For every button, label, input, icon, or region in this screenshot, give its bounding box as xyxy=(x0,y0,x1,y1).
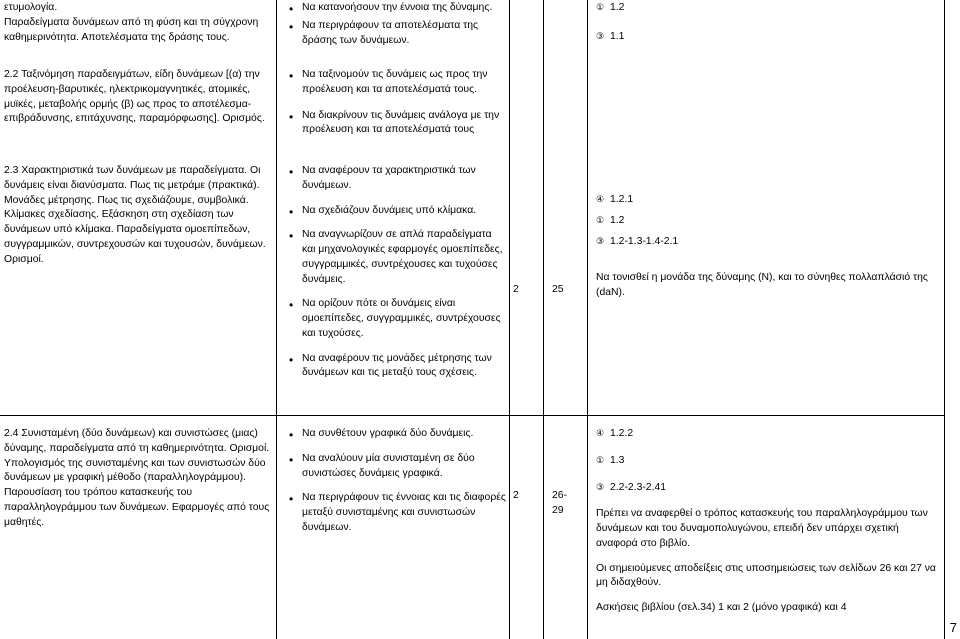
book-reference xyxy=(596,30,936,45)
row3-week: 25 xyxy=(552,284,564,295)
row3-hours: 2 xyxy=(513,284,519,295)
book-reference xyxy=(596,1,936,16)
goal-item: • Να ταξινομούν τις δυνάμεις ως προς την προέλευση και τα αποτελέσματά τους. xyxy=(286,68,506,98)
reference-section: 1.2 xyxy=(610,214,625,226)
book-reference xyxy=(596,427,941,442)
reference-marker: ③ xyxy=(596,30,605,41)
row4-hours: 2 xyxy=(513,490,519,501)
teaching-note: Να τονισθεί η μονάδα της δύναμης (Ν), και το σύνηθες πολλαπλάσιό της (daN). xyxy=(596,272,928,299)
row2-topic-text: 2.2 Ταξινόμηση παραδειγμάτων, είδη δυνάμεων [(α) την προέλευση-βαρυτικές, ηλεκτρικομαγνητικές, ατομικές, μυϊκές, μεταβολής ορμής (β) ως προς το αποτέλεσμα- επιβράδυνσης, επιτάχυνσης, παραμόρφωσης]. Ορισμός. xyxy=(4,69,265,125)
goal-item: • Να σχεδιάζουν δυνάμεις υπό κλίμακα. xyxy=(286,204,506,219)
goal-item: • Να αναφέρουν τις μονάδες μέτρησης των δυνάμεων και τις μεταξύ τους σχέσεις. xyxy=(286,352,506,382)
book-reference xyxy=(596,481,941,496)
row4-topic-text: 2.4 Συνισταμένη (δύο δυνάμεων) και συνιστώσες (μιας) δύναμης, παραδείγματα από τη καθημερινότητα. Ορισμοί. xyxy=(4,428,270,454)
row3-refs-cell xyxy=(596,193,941,301)
teaching-note: Οι σημειούμενες αποδείξεις στις υποσημειώσεις των σελίδων 26 και 27 να μη διδαχθούν. xyxy=(596,562,936,589)
row4-topic-cell xyxy=(4,427,272,530)
reference-marker: ④ xyxy=(596,428,605,438)
reference-marker: ③ xyxy=(596,235,605,246)
page-number: 7 xyxy=(949,619,957,635)
goal-item: • Να περιγράφουν τις έννοιας και τις διαφορές μεταξύ συνισταμένης και συνιστωσών δυνάμεων. xyxy=(286,491,506,535)
goal-item: • Να ορίζουν πότε οι δυνάμεις είναι ομοεπίπεδες, συγγραμμικές, συντρέχουσες και τυχούσες. xyxy=(286,297,506,341)
row2-goals-cell xyxy=(286,68,506,138)
reference-section: 2.2-2.3-2.41 xyxy=(610,481,667,493)
reference-section: 1.2-1.3-1.4-2.1 xyxy=(610,235,679,247)
row4-refs-cell xyxy=(596,427,941,616)
book-reference xyxy=(596,454,941,469)
column-divider-1 xyxy=(276,0,277,639)
goal-item: • Να συνθέτουν γραφικά δύο δυνάμεις. xyxy=(286,427,506,442)
reference-marker: ① xyxy=(596,214,605,225)
row-divider xyxy=(0,415,945,416)
book-reference xyxy=(596,235,941,250)
row4-week: 26- 29 xyxy=(552,490,568,516)
row3-topic-text: 2.3 Χαρακτηριστικά των δυνάμεων με παραδείγματα. Οι δυνάμεις είναι διανύσματα. Πως τις μετράμε (πρακτικά). Μονάδες μέτρησης. Πως τις σχεδιάζουμε, συμβολικά. Κλίμακες σχεδίασης. Εξάσκηση στη σχεδίαση των δυνάμεων υπό κλίμακα. Παραδείγματα ομοεπίπεδων, συγγραμμικών, συντρεχουσών και τυχουσών, δυνάμεων. Ορισμοί. xyxy=(4,165,266,265)
goal-item: • Να περιγράφουν τα αποτελέσματα της δράσης των δυνάμεων. xyxy=(286,19,506,49)
reference-marker: ③ xyxy=(596,481,605,492)
row1-topic-cell xyxy=(4,1,272,45)
row2-topic-cell xyxy=(4,68,272,127)
row1-topic-text: Παραδείγματα δυνάμεων από τη φύση και τη σύγχρονη καθημερινότητα. Αποτελέσματα της δράσης τους. xyxy=(4,16,259,43)
goal-item: • Να αναγνωρίζουν σε απλά παραδείγματα και μηχανολογικές εφαρμογές ομοεπίπεδες, συγγραμμικές, συντρέχουσες και τυχούσες δυνάμεις. xyxy=(286,228,506,287)
teaching-note: Πρέπει να αναφερθεί ο τρόπος κατασκευής του παραλληλογράμμου των δυνάμεων και του δυναμοπολυγώνου, επειδή δεν υπάρχει σχετική αναφορά στο βιβλίο. xyxy=(596,508,928,549)
reference-section: 1.2 xyxy=(610,2,625,13)
row4-goals-cell xyxy=(286,427,506,536)
row1-goals-cell xyxy=(286,1,506,48)
goal-item: • Να αναφέρουν τα χαρακτηριστικά των δυνάμεων. xyxy=(286,164,506,194)
book-reference xyxy=(596,214,941,229)
reference-marker: ① xyxy=(596,2,605,12)
column-divider-3 xyxy=(543,0,544,639)
teaching-note: Ασκήσεις βιβλίου (σελ.34) 1 και 2 (μόνο γραφικά) και 4 xyxy=(596,602,847,614)
reference-marker: ④ xyxy=(596,194,605,204)
row3-goals-cell xyxy=(286,164,506,381)
goal-item: • Να κατανοήσουν την έννοια της δύναμης. xyxy=(286,1,506,16)
column-divider-5 xyxy=(944,0,945,639)
column-divider-4 xyxy=(587,0,588,639)
column-divider-2 xyxy=(509,0,510,639)
row3-topic-cell xyxy=(4,164,272,267)
reference-marker: ① xyxy=(596,454,605,465)
reference-section: 1.3 xyxy=(610,454,625,466)
book-reference xyxy=(596,193,941,208)
row4-topic-text: Υπολογισμός της συνισταμένης και των συνιστωσών δύο δυνάμεων με γραφική μέθοδο (παραλληλογράμμου). Παρουσίαση του τρόπου κατασκευής του παραλληλογράμμου των δυνάμεων. Εφαρμογές από τους μαθητές. xyxy=(4,457,270,528)
row1-topic-line: ετυμολογία. xyxy=(4,2,58,13)
goal-item: • Να διακρίνουν τις δυνάμεις ανάλογα με την προέλευση και τα αποτελέσματά τους xyxy=(286,109,506,139)
goal-item: • Να αναλύουν μία συνισταμένη σε δύο συνιστώσες δυνάμεις γραφικά. xyxy=(286,452,506,482)
reference-section: 1.1 xyxy=(610,30,625,42)
reference-section: 1.2.1 xyxy=(610,194,634,205)
row1-refs-cell xyxy=(596,1,936,45)
reference-section: 1.2.2 xyxy=(610,428,634,439)
